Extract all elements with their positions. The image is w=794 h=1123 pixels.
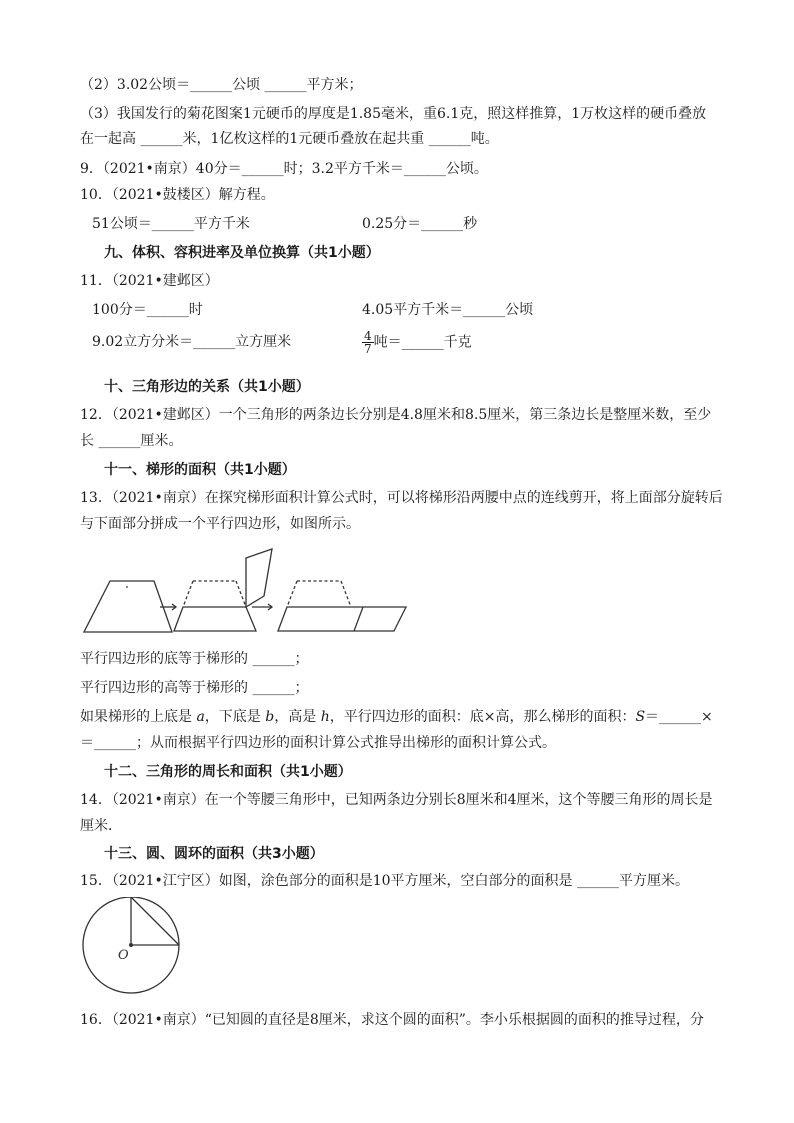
question-14-cont: 厘米． bbox=[80, 818, 122, 834]
text-seg: ＝______× bbox=[645, 709, 713, 725]
question-11: 11．（2021•建邺区） bbox=[80, 273, 219, 289]
lower-part bbox=[174, 607, 256, 631]
question-10-b: 0.25分＝______秒 bbox=[362, 216, 478, 232]
center-label: O bbox=[118, 948, 129, 963]
section-heading-10: 十、三角形边的关系（共1小题） bbox=[104, 379, 310, 395]
question-9: 9．（2021•南京）40分＝______时；3.2平方千米＝______公顷。 bbox=[80, 161, 488, 177]
fraction-denominator: 7 bbox=[364, 342, 372, 356]
question-11-c: 9.02立方分米＝______立方厘米 bbox=[92, 334, 292, 350]
dashed-left-top bbox=[183, 581, 193, 607]
question-8-2: （2）3.02公顷＝______公顷 ______平方米； bbox=[80, 77, 363, 93]
var-a: a bbox=[196, 709, 205, 725]
parallelogram-divider bbox=[354, 607, 363, 631]
question-11-d-text: 吨＝______千克 bbox=[373, 334, 472, 351]
question-10: 10．（2021•鼓楼区）解方程。 bbox=[80, 187, 275, 203]
question-13-blank-1: 平行四边形的底等于梯形的 ______； bbox=[80, 651, 309, 667]
question-13-cont: 与下面部分拼成一个平行四边形，如图所示。 bbox=[80, 516, 360, 532]
fraction-numerator: 4 bbox=[364, 329, 372, 343]
fraction bbox=[362, 330, 374, 355]
text-seg: ，下底是 bbox=[204, 709, 266, 725]
question-13-blank-3 bbox=[80, 708, 713, 726]
midpoint-dot bbox=[126, 586, 128, 588]
dashed-left-top-2 bbox=[287, 581, 297, 607]
question-13-blank-4: ＝______；从而根据平行四边形的面积计算公式推导出梯形的面积计算公式。 bbox=[80, 735, 556, 751]
question-12: 12．（2021•建邺区）一个三角形的两条边长分别是4.8厘米和8.5厘米，第三条边长是整厘米数，至少 bbox=[80, 407, 712, 423]
var-s: S bbox=[635, 709, 646, 725]
question-11-d bbox=[362, 330, 472, 355]
question-11-b: 4.05平方千米＝______公顷 bbox=[362, 302, 534, 318]
question-13: 13．（2021•南京）在探究梯形面积计算公式时，可以将梯形沿两腰中点的连线剪开，将上面部分旋转后 bbox=[80, 490, 723, 506]
question-8-3-cont: 在一起高 ______米，1亿枚这样的1元硬币叠放在起共重 ______吨。 bbox=[80, 131, 499, 147]
section-heading-9: 九、体积、容积进率及单位换算（共1小题） bbox=[104, 245, 380, 261]
question-8-3: （3）我国发行的菊花图案1元硬币的厚度是1.85毫米，重6.1克，照这样推算，1万枚这样的硬币叠放 bbox=[80, 106, 707, 122]
center-point bbox=[129, 943, 133, 947]
dashed-right-top bbox=[236, 581, 246, 607]
text-seg: ，平行四边形的面积：底×高，那么梯形的面积： bbox=[329, 709, 636, 725]
parallelogram bbox=[278, 607, 406, 631]
trapezoid-diagram bbox=[82, 545, 412, 637]
var-h: h bbox=[320, 709, 330, 725]
chord bbox=[131, 897, 179, 945]
dashed-right-top-2 bbox=[341, 581, 351, 607]
question-16: 16．（2021•南京）“已知圆的直径是8厘米，求这个圆的面积”。李小乐根据圆的面积的推导过程，分 bbox=[80, 1012, 704, 1028]
question-12-cont: 长 ______厘米。 bbox=[80, 433, 183, 449]
circle-diagram bbox=[80, 897, 190, 1007]
question-10-a: 51公顷＝______平方千米 bbox=[92, 216, 250, 232]
var-b: b bbox=[265, 709, 275, 725]
text-seg: 如果梯形的上底是 bbox=[80, 709, 197, 725]
question-13-blank-2: 平行四边形的高等于梯形的 ______； bbox=[80, 680, 309, 696]
trapezoid-shape bbox=[84, 581, 172, 632]
rotated-part bbox=[246, 549, 272, 607]
text-seg: ，高是 bbox=[274, 709, 321, 725]
section-heading-12: 十二、三角形的周长和面积（共1小题） bbox=[104, 764, 352, 780]
question-14: 14．（2021•南京）在一个等腰三角形中，已知两条边分别长8厘米和4厘米，这个等腰三角形的周长是 bbox=[80, 792, 713, 808]
question-15: 15．（2021•江宁区）如图，涂色部分的面积是10平方厘米，空白部分的面积是 ______平方厘米。 bbox=[80, 873, 689, 889]
section-heading-11: 十一、梯形的面积（共1小题） bbox=[104, 462, 296, 478]
section-heading-13: 十三、圆、圆环的面积（共3小题） bbox=[104, 846, 324, 862]
question-11-a: 100分＝______时 bbox=[92, 302, 203, 318]
